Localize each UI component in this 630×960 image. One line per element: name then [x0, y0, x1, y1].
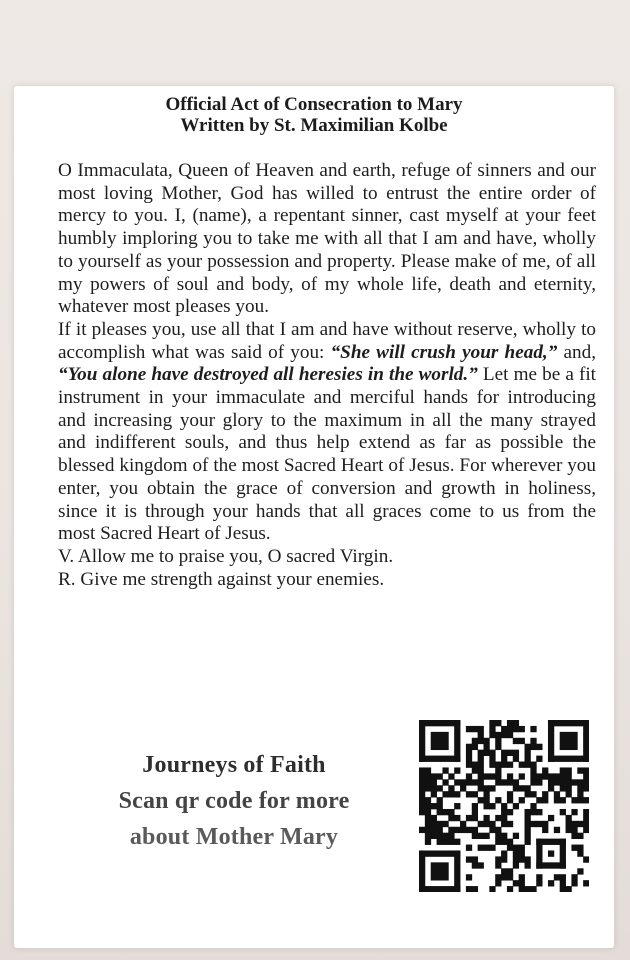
quote-destroyed-heresies: “You alone have destroyed all heresies in the world.”	[58, 364, 478, 386]
prayer-paragraph-2	[58, 319, 596, 546]
prayer-text	[58, 160, 596, 591]
response-line: R. Give me strength against your enemies.	[58, 568, 385, 590]
qr-code-icon[interactable]	[419, 720, 589, 892]
prayer-paragraph-2-start: If it pleases you, use all that I am and have without reserve, wholly to accomplish what was said of you:	[58, 318, 596, 363]
prayer-paragraph-2-mid: and,	[557, 341, 596, 363]
versicle-line: V. Allow me to praise you, O sacred Virgin.	[58, 545, 394, 567]
card-heading	[14, 94, 614, 136]
footer-line-2: Scan qr code for more	[118, 788, 350, 814]
quote-crush-head: “She will crush your head,”	[330, 341, 558, 363]
footer-line-1: Journeys of Faith	[142, 752, 326, 778]
footer-line-3: about Mother Mary	[129, 824, 339, 850]
prayer-paragraph-2-end: Let me be a fit instrument in your immaculate and merciful hands for introducing and increasing your glory to the maximum in all the many strayed and indifferent souls, and thus help extend as far as possible the blessed kingdom of the most Sacred Heart of Jesus. For wherever you enter, you obtain the grace of conversion and growth in holiness, since it is through your hands that all graces come to us from the most Sacred Heart of Jesus.	[58, 364, 597, 545]
card-subtitle: Written by St. Maximilian Kolbe	[180, 115, 448, 136]
prayer-paragraph-1: O Immaculata, Queen of Heaven and earth, refuge of sinners and our most loving Mother, God has willed to entrust the entire order of mercy to you. I, (name), a repentant sinner, cast myself at your feet humbly imploring you to take me with all that I am and have, wholly to yourself as your possession and property. Please make of me, of all my powers of soul and body, of my whole life, death and eternity, whatever most pleases you.	[58, 160, 596, 318]
card-title: Official Act of Consecration to Mary	[165, 94, 463, 115]
prayer-card	[14, 86, 614, 948]
qr-code-graphic	[419, 720, 589, 892]
footer-text	[84, 747, 384, 855]
